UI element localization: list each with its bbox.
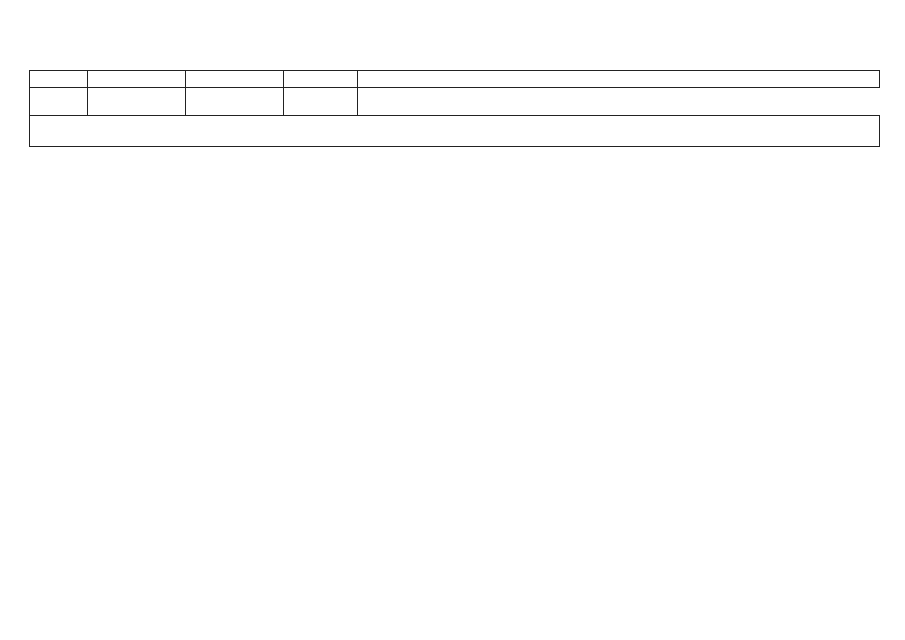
header-status [30,71,88,88]
budget-table [29,70,880,147]
source-cell [284,88,357,116]
section-title [30,116,880,147]
header-sources [284,71,357,88]
table-header [30,71,880,88]
empty-cell [30,88,88,116]
table-body [30,88,880,147]
empty-cell [185,88,284,116]
header-estimate [357,71,879,88]
header-name [88,71,186,88]
header-responsible [185,71,284,88]
section-row [30,116,880,147]
table-row [30,88,880,116]
empty-cell [88,88,186,116]
